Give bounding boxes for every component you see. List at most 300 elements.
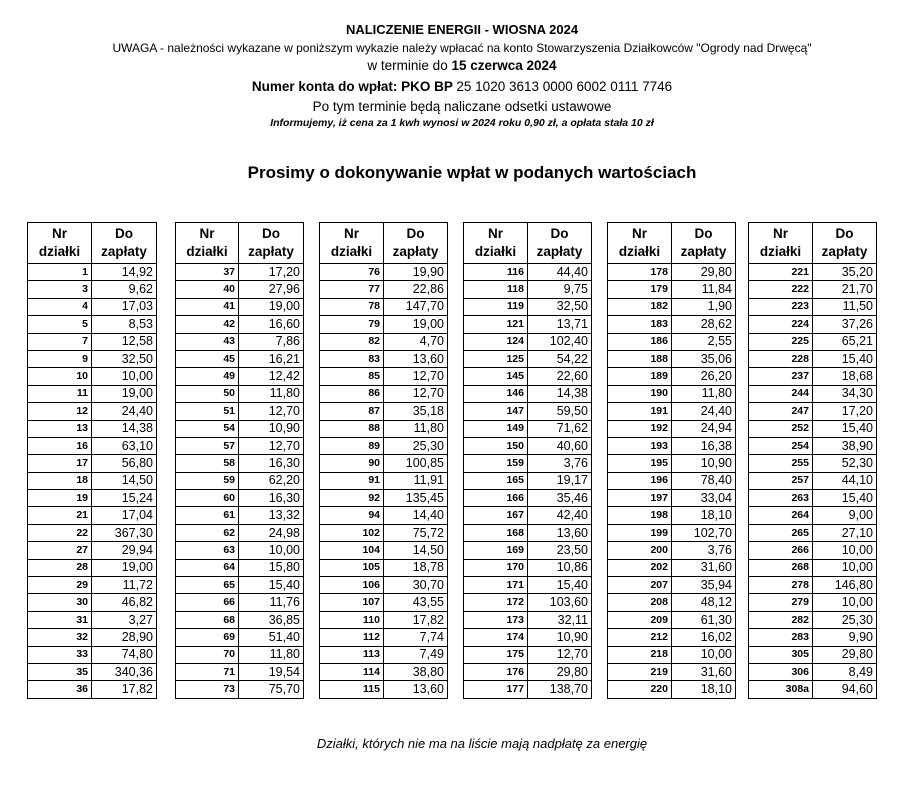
plot-number: 166 (464, 490, 528, 507)
plot-number: 7 (28, 333, 92, 350)
table-row (608, 420, 736, 437)
interest-note: Po tym terminie będą naliczane odsetki ustawowe (312, 99, 612, 114)
amount-due: 19,90 (384, 264, 448, 281)
plot-number: 118 (464, 281, 528, 298)
amount-due: 3,76 (672, 542, 736, 559)
plot-number: 32 (28, 629, 92, 646)
table-row (749, 611, 877, 628)
column-header-amount: Do zapłaty (92, 223, 157, 264)
table-row (176, 455, 304, 472)
amount-due: 11,80 (239, 385, 304, 402)
plot-number: 169 (464, 542, 528, 559)
table-row (28, 594, 157, 611)
amount-due: 15,40 (239, 577, 304, 594)
plot-number: 65 (176, 577, 239, 594)
table-row (320, 611, 448, 628)
amount-due: 74,80 (92, 646, 157, 663)
plot-number: 22 (28, 524, 92, 541)
amount-due: 13,71 (528, 316, 592, 333)
table-row (608, 316, 736, 333)
table-row (28, 611, 157, 628)
plot-number: 197 (608, 490, 672, 507)
plot-number: 12 (28, 403, 92, 420)
amount-due: 35,06 (672, 350, 736, 367)
account-line (0, 77, 924, 96)
table-row (608, 350, 736, 367)
plot-number: 159 (464, 455, 528, 472)
plot-number: 252 (749, 420, 813, 437)
plot-number: 5 (28, 316, 92, 333)
plot-number: 146 (464, 385, 528, 402)
plot-number: 168 (464, 524, 528, 541)
amount-due: 9,75 (528, 281, 592, 298)
amount-due: 19,00 (92, 385, 157, 402)
plot-number: 121 (464, 316, 528, 333)
amount-due: 29,80 (528, 663, 592, 680)
amount-due: 31,60 (672, 663, 736, 680)
table-row (749, 542, 877, 559)
plot-number: 13 (28, 420, 92, 437)
amount-due: 24,40 (672, 403, 736, 420)
plot-number: 218 (608, 646, 672, 663)
table-row (320, 577, 448, 594)
plot-number: 190 (608, 385, 672, 402)
amount-due: 14,38 (528, 385, 592, 402)
amount-due: 15,24 (92, 490, 157, 507)
plot-number: 173 (464, 611, 528, 628)
amount-due: 11,80 (239, 646, 304, 663)
table-row (749, 333, 877, 350)
table-row (749, 472, 877, 489)
plot-number: 282 (749, 611, 813, 628)
table-row (176, 281, 304, 298)
plot-number: 188 (608, 350, 672, 367)
table-header-row (608, 223, 736, 264)
plot-number: 33 (28, 646, 92, 663)
table-row (320, 403, 448, 420)
amount-due: 75,70 (239, 681, 304, 698)
table-row (176, 577, 304, 594)
amount-due: 51,40 (239, 629, 304, 646)
amount-due: 44,10 (813, 472, 877, 489)
table-row (464, 368, 592, 385)
amount-due: 54,22 (528, 350, 592, 367)
plot-number: 107 (320, 594, 384, 611)
table-row (320, 663, 448, 680)
plot-number: 149 (464, 420, 528, 437)
plot-number: 170 (464, 559, 528, 576)
amount-due: 15,40 (813, 350, 877, 367)
table-row (464, 350, 592, 367)
plot-number: 82 (320, 333, 384, 350)
amount-due: 16,21 (239, 350, 304, 367)
table-row (320, 281, 448, 298)
plot-number: 200 (608, 542, 672, 559)
amount-due: 100,85 (384, 455, 448, 472)
plot-number: 27 (28, 542, 92, 559)
deadline-date: 15 czerwca 2024 (451, 58, 557, 73)
column-header-nr: Nr działki (320, 223, 384, 264)
amount-due: 12,70 (239, 437, 304, 454)
amount-due: 40,60 (528, 437, 592, 454)
table-row (608, 333, 736, 350)
plot-number: 85 (320, 368, 384, 385)
plot-number: 125 (464, 350, 528, 367)
payment-table-4 (463, 222, 592, 699)
amount-due: 15,40 (528, 577, 592, 594)
amount-due: 7,74 (384, 629, 448, 646)
plot-number: 3 (28, 281, 92, 298)
plot-number: 191 (608, 403, 672, 420)
table-row (749, 316, 877, 333)
amount-due: 7,49 (384, 646, 448, 663)
plot-number: 41 (176, 298, 239, 315)
plot-number: 68 (176, 611, 239, 628)
table-row (608, 472, 736, 489)
amount-due: 52,30 (813, 455, 877, 472)
table-row (28, 577, 157, 594)
table-row (176, 611, 304, 628)
table-row (176, 681, 304, 698)
amount-due: 19,54 (239, 663, 304, 680)
plot-number: 59 (176, 472, 239, 489)
amount-due: 367,30 (92, 524, 157, 541)
column-header-nr: Nr działki (608, 223, 672, 264)
amount-due: 28,90 (92, 629, 157, 646)
table-row (176, 490, 304, 507)
table-header-row (176, 223, 304, 264)
plot-number: 255 (749, 455, 813, 472)
column-header-nr: Nr działki (28, 223, 92, 264)
amount-due: 10,00 (92, 368, 157, 385)
amount-due: 12,70 (239, 403, 304, 420)
plot-number: 196 (608, 472, 672, 489)
amount-due: 3,27 (92, 611, 157, 628)
document-title: NALICZENIE ENERGII - WIOSNA 2024 (345, 22, 579, 37)
plot-number: 228 (749, 350, 813, 367)
amount-due: 61,30 (672, 611, 736, 628)
table-row (464, 490, 592, 507)
plot-number: 16 (28, 437, 92, 454)
plot-number: 31 (28, 611, 92, 628)
amount-due: 48,12 (672, 594, 736, 611)
table-row (176, 437, 304, 454)
table-row (320, 559, 448, 576)
table-row (608, 559, 736, 576)
plot-number: 21 (28, 507, 92, 524)
payment-table-3 (319, 222, 448, 699)
table-header-row (464, 223, 592, 264)
plot-number: 224 (749, 316, 813, 333)
table-row (28, 350, 157, 367)
plot-number: 77 (320, 281, 384, 298)
table-row (464, 281, 592, 298)
table-row (608, 542, 736, 559)
table-row (464, 629, 592, 646)
plot-number: 268 (749, 559, 813, 576)
table-row (176, 403, 304, 420)
plot-number: 110 (320, 611, 384, 628)
amount-due: 13,60 (384, 681, 448, 698)
amount-due: 10,90 (528, 629, 592, 646)
table-row (176, 542, 304, 559)
table-row (28, 264, 157, 281)
plot-number: 51 (176, 403, 239, 420)
amount-due: 35,20 (813, 264, 877, 281)
amount-due: 12,70 (384, 385, 448, 402)
amount-due: 8,49 (813, 663, 877, 680)
amount-due: 35,94 (672, 577, 736, 594)
plot-number: 198 (608, 507, 672, 524)
plot-number: 113 (320, 646, 384, 663)
plot-number: 165 (464, 472, 528, 489)
amount-due: 10,00 (239, 542, 304, 559)
plot-number: 220 (608, 681, 672, 698)
table-row (608, 264, 736, 281)
amount-due: 11,80 (384, 420, 448, 437)
plot-number: 30 (28, 594, 92, 611)
amount-due: 11,50 (813, 298, 877, 315)
table-row (176, 629, 304, 646)
table-row (320, 507, 448, 524)
table-row (28, 368, 157, 385)
table-row (320, 524, 448, 541)
plot-number: 178 (608, 264, 672, 281)
table-row (608, 646, 736, 663)
amount-due: 11,84 (672, 281, 736, 298)
plot-number: 9 (28, 350, 92, 367)
amount-due: 340,36 (92, 663, 157, 680)
plot-number: 29 (28, 577, 92, 594)
plot-number: 115 (320, 681, 384, 698)
plot-number: 167 (464, 507, 528, 524)
table-row (176, 316, 304, 333)
table-row (320, 368, 448, 385)
amount-due: 10,90 (672, 455, 736, 472)
amount-due: 38,90 (813, 437, 877, 454)
amount-due: 147,70 (384, 298, 448, 315)
table-row (608, 629, 736, 646)
amount-due: 13,60 (384, 350, 448, 367)
table-row (176, 559, 304, 576)
amount-due: 15,40 (813, 420, 877, 437)
table-row (320, 455, 448, 472)
table-row (464, 298, 592, 315)
amount-due: 11,80 (672, 385, 736, 402)
plot-number: 222 (749, 281, 813, 298)
table-row (749, 577, 877, 594)
amount-due: 65,21 (813, 333, 877, 350)
plot-number: 192 (608, 420, 672, 437)
plot-number: 17 (28, 455, 92, 472)
amount-due: 23,50 (528, 542, 592, 559)
table-row (749, 298, 877, 315)
amount-due: 42,40 (528, 507, 592, 524)
plot-number: 104 (320, 542, 384, 559)
plot-number: 119 (464, 298, 528, 315)
plot-number: 145 (464, 368, 528, 385)
table-row (320, 298, 448, 315)
plot-number: 102 (320, 524, 384, 541)
amount-due: 18,68 (813, 368, 877, 385)
plot-number: 70 (176, 646, 239, 663)
plot-number: 116 (464, 264, 528, 281)
amount-due: 43,55 (384, 594, 448, 611)
amount-due: 31,60 (672, 559, 736, 576)
amount-due: 26,20 (672, 368, 736, 385)
table-row (320, 472, 448, 489)
amount-due: 10,90 (239, 420, 304, 437)
plot-number: 237 (749, 368, 813, 385)
plot-number: 182 (608, 298, 672, 315)
table-row (608, 403, 736, 420)
table-row (749, 368, 877, 385)
plot-number: 112 (320, 629, 384, 646)
plot-number: 73 (176, 681, 239, 698)
amount-due: 14,40 (384, 507, 448, 524)
table-header-row (28, 223, 157, 264)
table-row (28, 298, 157, 315)
table-row (28, 420, 157, 437)
table-row (749, 646, 877, 663)
plot-number: 186 (608, 333, 672, 350)
table-row (608, 663, 736, 680)
table-row (320, 333, 448, 350)
plot-number: 106 (320, 577, 384, 594)
amount-due: 135,45 (384, 490, 448, 507)
table-row (749, 663, 877, 680)
amount-due: 17,20 (239, 264, 304, 281)
amount-due: 19,00 (92, 559, 157, 576)
plot-number: 265 (749, 524, 813, 541)
plot-number: 147 (464, 403, 528, 420)
table-row (28, 281, 157, 298)
payment-deadline (0, 57, 924, 75)
amount-due: 71,62 (528, 420, 592, 437)
amount-due: 9,90 (813, 629, 877, 646)
plot-number: 279 (749, 594, 813, 611)
amount-due: 19,00 (239, 298, 304, 315)
table-row (176, 333, 304, 350)
table-row (749, 490, 877, 507)
column-header-nr: Nr działki (464, 223, 528, 264)
table-row (320, 594, 448, 611)
amount-due: 27,96 (239, 281, 304, 298)
table-row (176, 507, 304, 524)
plot-number: 28 (28, 559, 92, 576)
table-header-row (320, 223, 448, 264)
amount-due: 25,30 (384, 437, 448, 454)
account-number: 25 1020 3613 0000 6002 0111 7746 (456, 79, 673, 94)
plot-number: 11 (28, 385, 92, 402)
plot-number: 86 (320, 385, 384, 402)
plot-number: 247 (749, 403, 813, 420)
amount-due: 10,00 (813, 559, 877, 576)
table-row (464, 455, 592, 472)
amount-due: 30,70 (384, 577, 448, 594)
table-row (176, 646, 304, 663)
table-row (28, 385, 157, 402)
payment-table-1 (27, 222, 157, 699)
plot-number: 37 (176, 264, 239, 281)
column-header-amount: Do zapłaty (239, 223, 304, 264)
table-row (28, 437, 157, 454)
table-row (749, 437, 877, 454)
plot-number: 257 (749, 472, 813, 489)
plot-number: 105 (320, 559, 384, 576)
table-row (464, 385, 592, 402)
table-row (464, 333, 592, 350)
table-row (176, 663, 304, 680)
table-row (176, 594, 304, 611)
table-row (28, 559, 157, 576)
table-row (464, 316, 592, 333)
plot-number: 244 (749, 385, 813, 402)
plot-number: 35 (28, 663, 92, 680)
amount-due: 16,30 (239, 490, 304, 507)
table-row (749, 594, 877, 611)
plot-number: 172 (464, 594, 528, 611)
amount-due: 10,00 (672, 646, 736, 663)
table-row (464, 594, 592, 611)
price-info: Informujemy, iż cena za 1 kwh wynosi w 2024 roku 0,90 zł, a opłata stała 10 zł (270, 117, 654, 129)
table-row (464, 681, 592, 698)
amount-due: 29,94 (92, 542, 157, 559)
table-row (464, 264, 592, 281)
amount-due: 24,94 (672, 420, 736, 437)
plot-number: 193 (608, 437, 672, 454)
amount-due: 3,76 (528, 455, 592, 472)
plot-number: 78 (320, 298, 384, 315)
table-row (608, 455, 736, 472)
amount-due: 62,20 (239, 472, 304, 489)
table-row (608, 490, 736, 507)
table-row (464, 611, 592, 628)
document-header (0, 22, 924, 130)
table-row (320, 646, 448, 663)
plot-number: 183 (608, 316, 672, 333)
amount-due: 35,46 (528, 490, 592, 507)
deadline-prefix: w terminie do (367, 58, 452, 73)
table-row (28, 542, 157, 559)
table-row (28, 524, 157, 541)
table-row (176, 385, 304, 402)
amount-due: 138,70 (528, 681, 592, 698)
table-row (749, 559, 877, 576)
table-row (320, 264, 448, 281)
column-header-amount: Do zapłaty (528, 223, 592, 264)
amount-due: 14,92 (92, 264, 157, 281)
table-row (464, 663, 592, 680)
amount-due: 12,58 (92, 333, 157, 350)
plot-number: 19 (28, 490, 92, 507)
plot-number: 114 (320, 663, 384, 680)
table-header-row (749, 223, 877, 264)
plot-number: 266 (749, 542, 813, 559)
table-row (28, 507, 157, 524)
plot-number: 79 (320, 316, 384, 333)
amount-due: 32,50 (528, 298, 592, 315)
table-row (320, 681, 448, 698)
amount-due: 29,80 (672, 264, 736, 281)
table-row (320, 316, 448, 333)
table-row (749, 629, 877, 646)
payment-table-2 (175, 222, 304, 699)
table-row (749, 264, 877, 281)
table-row (320, 350, 448, 367)
plot-number: 219 (608, 663, 672, 680)
plot-number: 209 (608, 611, 672, 628)
